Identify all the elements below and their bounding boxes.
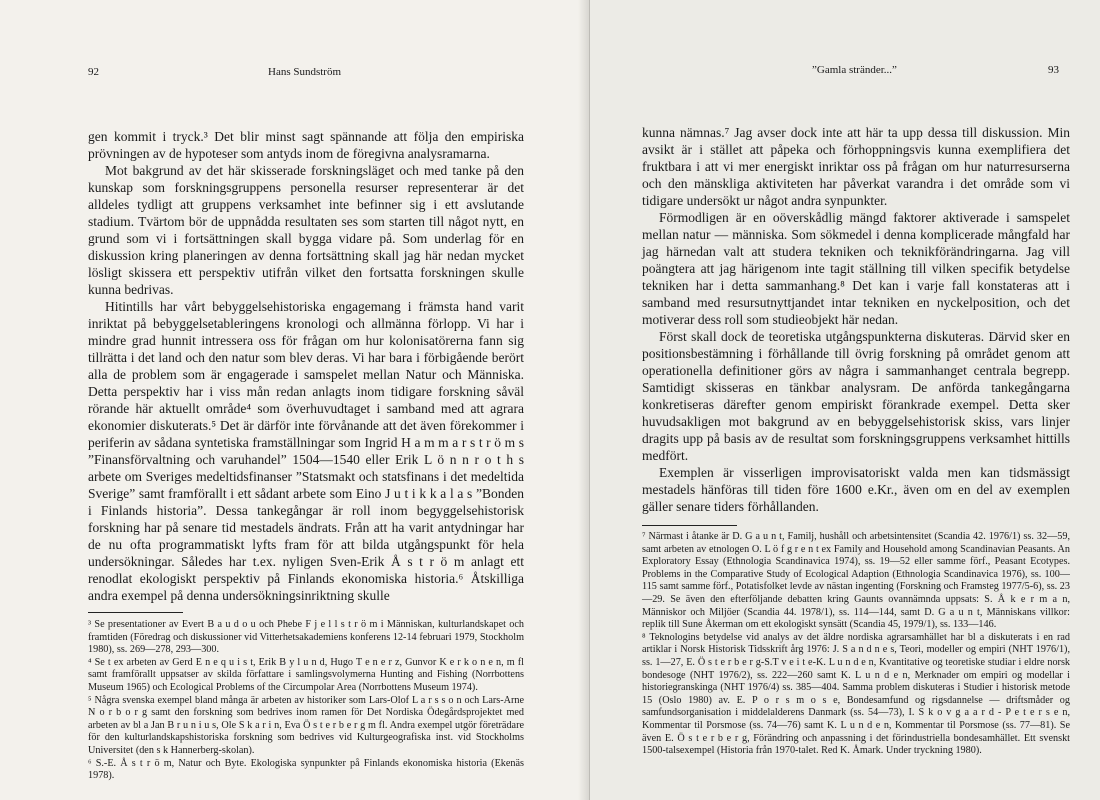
footnote: ⁴ Se t ex arbeten av Gerd E n e q u i s t, Erik B y l u n d, Hugo T e n e r z, Gunvor K e r k o n e n, m fl samt framförallt uppsatser av skilda författare i samlingsvolymerna Hunting and Fishing (Norrbottens Museum 1965) och Ecological Problems of the Circumpolar Area (Norrbottens Museum 1974). <box>88 656 524 693</box>
footnotes <box>642 531 1070 758</box>
footnotes <box>88 619 524 783</box>
body-text <box>88 128 524 604</box>
paragraph: gen kommit i tryck.³ Det blir minst sagt spännande att följa den empiriska prövningen av de hypoteser som antyds inom de föregivna analysramarna. <box>88 129 524 161</box>
page-number: 92 <box>88 66 99 78</box>
footnote-rule <box>88 612 183 613</box>
right-page <box>590 0 1100 800</box>
footnote: ⁸ Teknologins betydelse vid analys av det äldre nordiska agrarsamhället har bl a diskuterats i en rad artiklar i Norsk Historisk Tidsskrift årg 1976: J. S a n d n e s, Teori, modeller og empiri (NHT 1976/1), ss. 1—27, E. Ö s t e r b e r g-S.T v e i t e-K. L u n d e n, Kvantitative og teoretiske studiar i eldre norsk bondesoge (NHT 1976/2), ss. 222—260 samt K. L u n d e n, Merknader om empiri og modellar i historiegranskinga (NHT 1976/4) ss. 385—404. Samma problem diskuteras i Studier i historisk metode 15 (Oslo 1980) av. E. P o r s m o s e, Bondesamfund og rigsdannelse — driftsmåder og samfundsorganisation i middelalderens Danmark (ss. 54—73), I. S k o v g a a r d - P e t e r s e n, Kommentar til Porsmose (ss. 74—76) samt K. L u n d e n, Kommentar til Porsmose (ss. 77—81). Se även E. Ö s t e r b e r g, Förändring och anpassning i det förindustriella bondesamhället. Ett svenskt 1500-talsexempel (Historia från 1970-talet. Red K. Åmark. Under tryckning 1980). <box>642 631 1070 757</box>
paragraph: Hitintills har vårt bebyggelsehistoriska engagemang i främsta hand varit inriktat på bebyggelsetableringens kronologi och allmänna förlopp. Vi har i mindre grad hunnit intressera oss för frågan om hur kolonisatörerna fann sig tillrätta i det land och den natur som blev deras. Vi har bara i förbigående berört alla de problem som är engagerade i samspelet mellan Natur och Människa. Detta perspektiv har i viss mån redan anlagts inom tidigare forskning såväl rörande här aktuellt område⁴ som överhuvudtaget i samband med att agrara ekonomier diskuterats.⁵ Det är därför inte förvånande att det även förekommer i periferin av sådana syntetiska framställningar som Ingrid H a m m a r s t r ö m s ”Finansförvaltning och varuhandel” 1504—1540 eller Erik L ö n n r o t h s arbete om Sveriges medeltidsfinanser ”Statsmakt och statsfinans i det medeltida Sverige” samt framförallt i ett sådant arbete som Eino J u t i k k a l a s ”Bonden i Finlands historia”. Dessa tankegångar är roll inom begyggelsehistorisk forskning har på senare tid mestadels ändrats. Från att ha varit antydningar har de nu ofta programmatiskt lyfts fram för att bilda utgångspunkt för hela undersökningar. Således har t.ex. nyligen Sven-Erik Å s t r ö m anlagt ett renodlat ekologiskt perspektiv på Finlands ekonomiska historia.⁶ Åtskilliga andra exempel på denna undersökningsinriktning skulle <box>88 299 524 603</box>
paragraph: Exemplen är visserligen improvisatoriskt valda men kan tidsmässigt mestadels hänföras till tiden före 1600 e.Kr., även om en del av exemplen gäller senare tiders förhållanden. <box>642 465 1070 514</box>
paragraph: Först skall dock de teoretiska utgångspunkterna diskuteras. Därvid sker en positionsbestämning i förhållande till övrig forskning på området genom att operationella definitioner görs av några i sammanhanget centrala begrepp. Samtidigt skisseras en tänkbar analysram. De anförda tankegångarna konkretiseras därefter genom empiriskt förankrade exempel. Detta sker huvudsakligen mot bakgrund av en bebyggelsehistorisk skiss, vars linjer dragits upp på basis av de resultat som forskningsgruppens verksamhet hittills medfört. <box>642 329 1070 463</box>
paragraph: kunna nämnas.⁷ Jag avser dock inte att här ta upp dessa till diskussion. Min avsikt är i stället att påpeka och förhoppningsvis kunna exemplifiera det fruktbara i att vi mer energiskt inriktar oss på frågan om hur naturresurserna och den mänskliga aktiviteten har påverkat varandra i det område som vi tidigare undersökt ur något andra synpunkter. <box>642 125 1070 208</box>
body-text <box>642 124 1070 515</box>
footnote: ⁵ Några svenska exempel bland många är arbeten av historiker som Lars-Olof L a r s s o n och Lars-Arne N o r b o r g samt den forskning som bedrives inom ramen för Det Nordiska Ödegårdsprojektet med arbeten av bl a Jan B r u n i u s, Ole S k a r i n, Eva Ö s t e r b e r g m fl. Andra exempel utgör företrädare för den kulturlandskapshistoriska forskning som bedrives vid Kulturgeografiska inst. vid Stockholms Universitet (den s k Hannerberg-skolan). <box>88 694 524 756</box>
footnote: ⁷ Närmast i åtanke är D. G a u n t, Familj, hushåll och arbetsintensitet (Scandia 42. 1976/1) ss. 32—59, samt arbeten av etnologen O. L ö f g r e n t ex Family and Household among Scandinavian Peasants. An Exploratory Essay (Ethnologia Scandinavica 1974), ss. 19—52 eller samme förf., Peasant Ecotypes. Problems in the Comparative Study of Ecological Adaption (Ethnologia Scandinavica 1976), ss. 100—115 samt samme förf., Potatisfolket levde av nästan ingenting (Forskning och Framsteg 1977/5-6), ss. 23—29. Se även den efterföljande debatten kring Gaunts ovannämnda uppsats: S. Å k e r m a n, Människor och Miljöer (Scandia 44. 1978/1), ss. 114—144, samt D. G a u n t, Människans villkor: replik till Sune Åkerman om ett ekologiskt synsätt (Scandia 45, 1979/1), ss. 133—146. <box>642 531 1070 631</box>
page-number: 93 <box>1048 64 1059 76</box>
footnote: ⁶ S.-E. Å s t r ö m, Natur och Byte. Ekologiska synpunkter på Finlands ekonomiska historia (Ekenäs 1978). <box>88 757 524 782</box>
running-head: Hans Sundström <box>268 66 342 78</box>
footnote: ³ Se presentationer av Evert B a u d o u och Phebe F j e l l s t r ö m i Människan, kulturlandskapet och framtiden (Föredrag och diskussioner vid Vitterhetsakademiens konferens 12-14 februari 1979, Stockholm 1980), ss. 269—278, 293—300. <box>88 619 524 656</box>
paragraph: Mot bakgrund av det här skisserade forskningsläget och med tanke på den kunskap som forskningsgruppens personella resurser representerar är det alldeles tydligt att gruppens verksamhet inte befinner sig i ett avslutande stadium. Tvärtom bör de uppnådda resultaten ses som starten till något nytt, en grund som vi i fortsättningen skall bygga vidare på. Som underlag för en diskussion kring planeringen av denna fortsättning skall jag här nedan mycket lösligt skissera ett perspektiv utifrån vilket den fortsatta forskningen skulle kunna bedrivas. <box>88 163 524 297</box>
running-head: ”Gamla stränder...” <box>812 64 897 76</box>
paragraph: Förmodligen är en oöverskådlig mängd faktorer aktiverade i samspelet mellan natur — människa. Som sökmedel i denna komplicerade mångfald har jag härnedan valt att studera tekniken och teknikförändringarna. Jag vill poängtera att jag härigenom inte tagit ställning till vilken specifik betydelse tekniken har i detta sammanhang.⁸ Det kan i varje fall konstateras att i samband med resursutnyttjandet intar tekniken en nyckelposition, och det motiverar dess roll som studieobjekt här nedan. <box>642 210 1070 327</box>
footnote-rule <box>642 525 737 526</box>
